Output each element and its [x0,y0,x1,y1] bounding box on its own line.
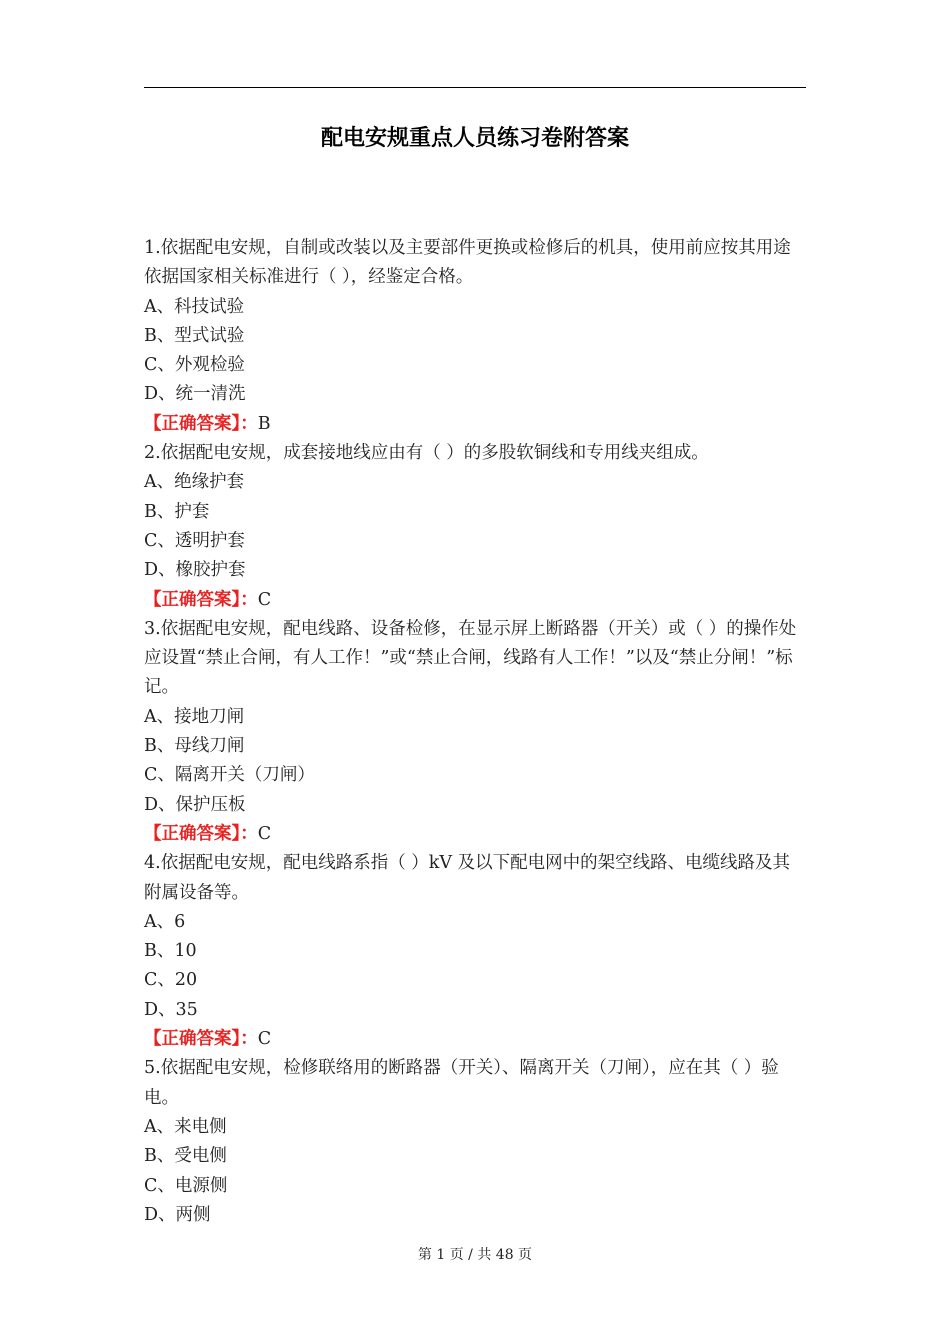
option-d: D、保护压板 [144,794,246,815]
option-a: A、6 [144,911,186,932]
answer-row [144,410,806,439]
option-b: B、母线刀闸 [144,736,245,757]
option-b: B、受电侧 [144,1146,227,1167]
option-a: A、科技试验 [144,296,245,317]
answer-row [144,1025,806,1054]
question-text: 2.依据配电安规，成套接地线应由有（ ）的多股软铜线和专用线夹组成。 [144,443,709,464]
question-text: 1.依据配电安规，自制或改装以及主要部件更换或检修后的机具，使用前应按其用途依据国家相关标准进行（ ），经鉴定合格。 [144,238,791,288]
answer-row [144,586,806,615]
question-list [144,234,806,1230]
option-d: D、橡胶护套 [144,560,246,581]
option-c: C、电源侧 [144,1175,228,1196]
answer-row [144,820,806,849]
document-title: 配电安规重点人员练习卷附答案 [320,126,629,151]
option-a: A、接地刀闸 [144,706,245,727]
page-footer: 第 1 页 / 共 48 页 [417,1247,533,1263]
question-text: 5.依据配电安规，检修联络用的断路器（开关）、隔离开关（刀闸），应在其（ ）验电。 [144,1058,779,1108]
question-1 [144,234,806,439]
question-5 [144,1054,806,1230]
option-d: D、统一清洗 [144,384,246,405]
option-a: A、来电侧 [144,1116,227,1137]
header-rule [144,87,806,88]
answer-value: C [257,589,272,610]
question-2 [144,439,806,615]
question-text: 3.依据配电安规，配电线路、设备检修，在显示屏上断路器（开关）或（ ）的操作处应设置“禁止合闸，有人工作！”或“禁止合闸，线路有人工作！”以及“禁止分闸！”标记。 [144,618,797,698]
answer-value: C [257,823,272,844]
option-c: C、外观检验 [144,355,245,376]
option-c: C、20 [144,970,198,991]
option-d: D、35 [144,999,198,1020]
option-c: C、隔离开关（刀闸） [144,765,315,786]
option-b: B、型式试验 [144,325,245,346]
option-d: D、两侧 [144,1204,211,1225]
question-3 [144,615,806,849]
question-4 [144,849,806,1054]
option-b: B、护套 [144,501,210,522]
option-c: C、透明护套 [144,530,245,551]
option-a: A、绝缘护套 [144,472,245,493]
answer-label: 【正确答案】： [144,589,258,610]
answer-label: 【正确答案】： [144,823,258,844]
answer-value: B [257,413,271,434]
answer-label: 【正确答案】： [144,1029,258,1050]
option-b: B、10 [144,941,197,962]
answer-label: 【正确答案】： [144,413,258,434]
question-text: 4.依据配电安规，配电线路系指（ ）kV 及以下配电网中的架空线路、电缆线路及其附属设备等。 [144,853,791,903]
answer-value: C [257,1029,272,1050]
